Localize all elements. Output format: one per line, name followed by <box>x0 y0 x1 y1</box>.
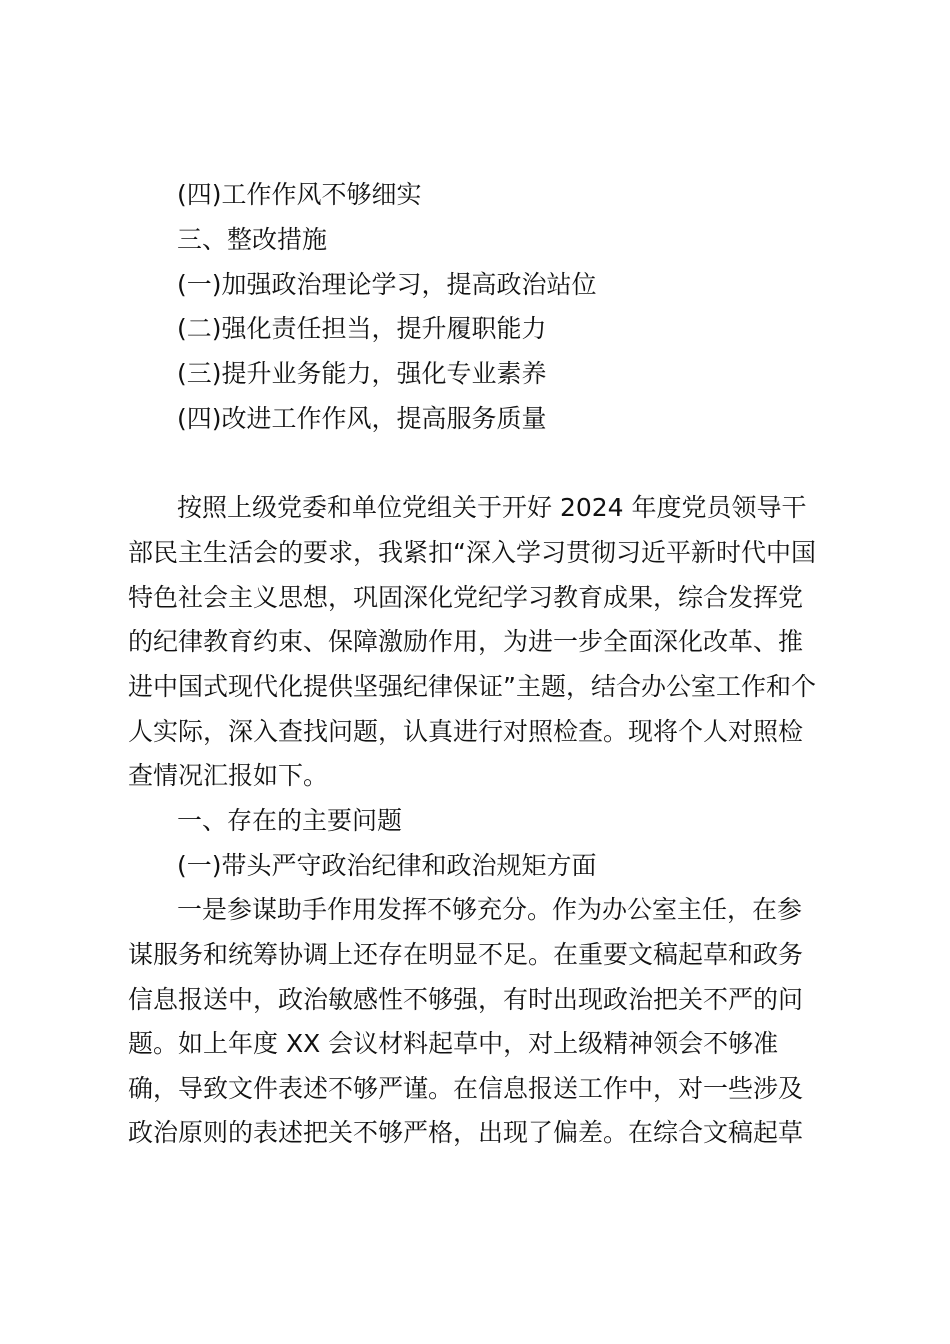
intro-line: 按照上级党委和单位党组关于开好 2024 年度党员领导干 <box>177 493 807 522</box>
outline-measure-1: (一)加强政治理论学习，提高政治站位 <box>177 270 597 299</box>
section-heading: 一、存在的主要问题 <box>177 806 403 835</box>
intro-line: 查情况汇报如下。 <box>128 761 329 790</box>
intro-line: 人实际，深入查找问题，认真进行对照检查。现将个人对照检 <box>128 717 804 746</box>
body-line: 题。如上年度 XX 会议材料起草中，对上级精神领会不够准 <box>128 1029 779 1058</box>
outline-section-measures: 三、整改措施 <box>177 225 328 254</box>
body-line: 信息报送中，政治敏感性不够强，有时出现政治把关不严的问 <box>128 985 804 1014</box>
body-line: 谋服务和统筹协调上还存在明显不足。在重要文稿起草和政务 <box>128 940 804 969</box>
outline-measure-2: (二)强化责任担当，提升履职能力 <box>177 314 547 343</box>
intro-line: 部民主生活会的要求，我紧扣“深入学习贯彻习近平新时代中国 <box>128 538 816 567</box>
body-line: 政治原则的表述把关不够严格，出现了偏差。在综合文稿起草 <box>128 1118 804 1147</box>
intro-line: 的纪律教育约束、保障激励作用，为进一步全面深化改革、推 <box>128 627 804 656</box>
body-line: 一是参谋助手作用发挥不够充分。作为办公室主任，在参 <box>177 895 803 924</box>
intro-line: 进中国式现代化提供坚强纪律保证”主题，结合办公室工作和个 <box>128 672 816 701</box>
outline-measure-3: (三)提升业务能力，强化专业素养 <box>177 359 547 388</box>
outline-measure-4: (四)改进工作作风，提高服务质量 <box>177 404 547 433</box>
subsection-heading: (一)带头严守政治纪律和政治规矩方面 <box>177 851 597 880</box>
body-line: 确，导致文件表述不够严谨。在信息报送工作中，对一些涉及 <box>128 1074 804 1103</box>
intro-line: 特色社会主义思想，巩固深化党纪学习教育成果，综合发挥党 <box>128 583 804 612</box>
outline-item-4-problem: (四)工作作风不够细实 <box>177 180 422 209</box>
